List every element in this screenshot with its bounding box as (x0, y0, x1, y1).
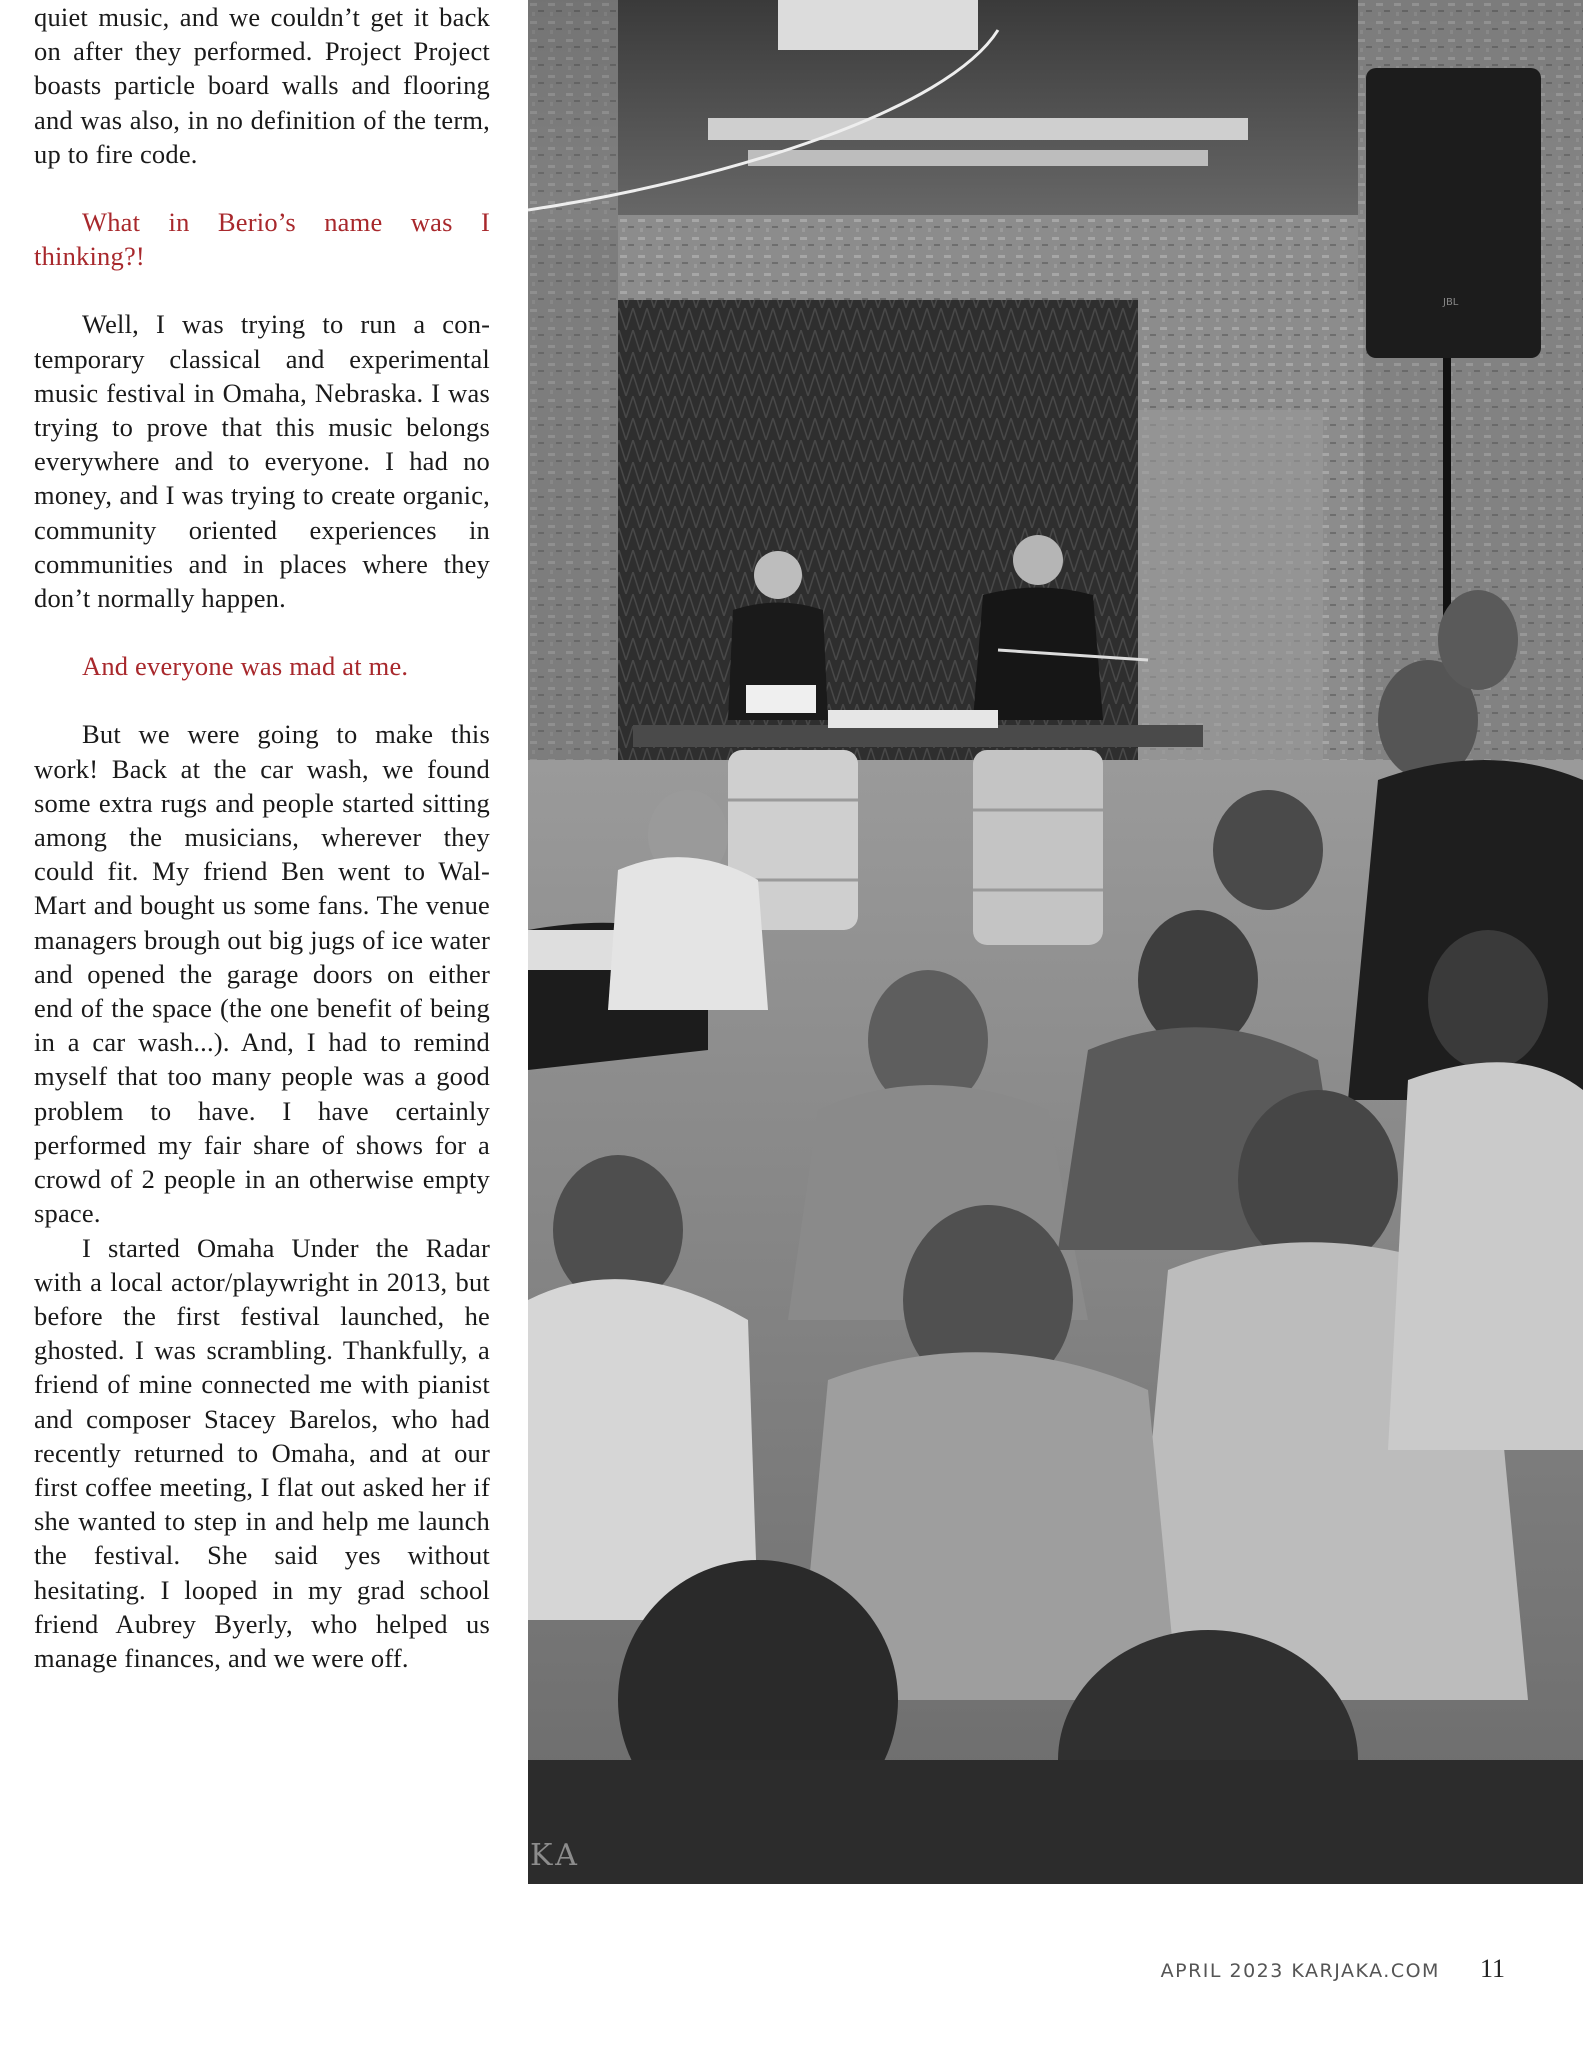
concert-photo-illustration (528, 0, 1583, 1884)
paragraph-3: But we were going to make this work! Back at the car wash, we found some extra rugs and people started sitting among the musicians, wherever they could fit. My friend Ben went to Wal-Mart and bought us some fans. The venue managers brough out big jugs of ice water and opened the garage doors on either end of the space (the one benefit of being in a car wash...). And, I had to remind myself that too many people was a good problem to have. I have certainly performed my fair share of shows for a crowd of 2 people in an otherwise empty space. (34, 719, 490, 1229)
photo-watermark: KA (530, 1838, 581, 1873)
paragraph-4: I started Omaha Under the Radar with a local actor/playwright in 2013, but before the first festival launched, he ghosted. I was scrambling. Thankfully, a friend of mine connected me with pianist and composer Stacey Barelos, who had recently returned to Omaha, and at our first coffee meeting, I flat out asked her if she wanted to step in and help me launch the festival. She said yes without hesitating. I looped in my grad school friend Aubrey Byerly, who helped us manage finances, and we were off. (34, 1232, 490, 1673)
article-text-column (34, 0, 490, 1675)
paragraph-2: Well, I was trying to run a contemporary classical and experimental music festival in Omaha, Nebraska. I was trying to prove that this music belongs everywhere and to everyone. I had no money, and I was trying to create organic, community oriented experiences in communities and in places where they don’t normally happen. (34, 309, 490, 614)
speaker-brand: JBL (1443, 297, 1459, 308)
issue-and-website: APRIL 2023 KARJAKA.COM (1160, 1960, 1440, 1982)
pull-quote-1: What in Berio’s name was I thinking?! (34, 207, 490, 272)
paragraph-1: quiet music, and we couldn’t get it back on after they performed. Project Project boasts particle board walls and flooring and was also, in no definition of the term, up to fire code. (34, 2, 490, 169)
concert-photo (528, 0, 1583, 1884)
page-number: 11 (1479, 1954, 1505, 1983)
page-footer (1161, 1954, 1505, 1984)
pull-quote-2: And everyone was mad at me. (82, 651, 409, 682)
